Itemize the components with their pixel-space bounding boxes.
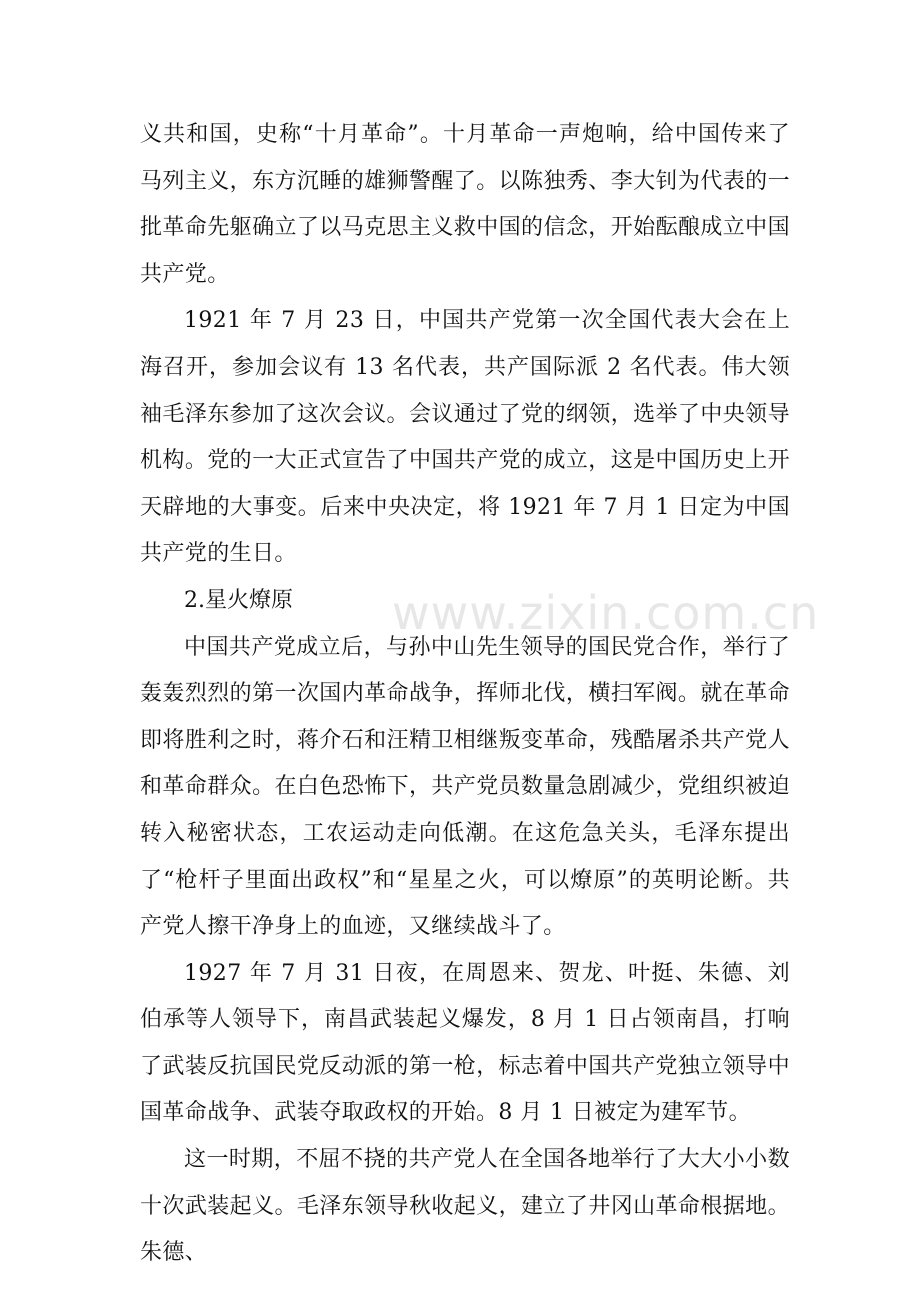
paragraph-october-revolution: 义共和国，史称“十月革命”。十月革命一声炮响，给中国传来了马列主义，东方沉睡的雄狮警醒了。以陈独秀、李大钊为代表的一批革命先躯确立了以马克思主义救中国的信念，开始酝酿成立中国共产党。 bbox=[140, 122, 790, 287]
paragraph-first-civil-war: 中国共产党成立后，与孙中山先生领导的国民党合作，举行了轰轰烈烈的第一次国内革命战争，挥师北伐，横扫军阀。就在革命即将胜利之时，蒋介石和汪精卫相继叛变革命，残酷屠杀共产党人和革命群众。在白色恐怖下，共产党员数量急剧减少，党组织被迫转入秘密状态，工农运动走向低潮。在这危急关头，毛泽东提出了“枪杆子里面出政权”和“星星之火，可以燎原”的英明论断。共产党人擦干净身上的血迹，又继续战斗了。 bbox=[140, 634, 790, 940]
paragraph-first-congress: 1921 年 7 月 23 日，中国共产党第一次全国代表大会在上海召开，参加会议有 13 名代表，共产国际派 2 名代表。伟大领袖毛泽东参加了这次会议。会议通过了党的纲领，选举了中央领导机构。党的一大正式宣告了中国共产党的成立，这是中国历史上开天辟地的大事变。后来中央决定，将 1921 年 7 月 1 日定为中国共产党的生日。 bbox=[140, 308, 790, 567]
document-page bbox=[140, 112, 790, 1277]
paragraph-armed-uprisings: 这一时期，不屈不挠的共产党人在全国各地举行了大大小小数十次武装起义。毛泽东领导秋收起义，建立了井冈山革命根据地。朱德、 bbox=[140, 1147, 790, 1266]
paragraph-nanchang-uprising: 1927 年 7 月 31 日夜，在周恩来、贺龙、叶挺、朱德、刘伯承等人领导下，南昌武装起义爆发，8 月 1 日占领南昌，打响了武装反抗国民党反动派的第一枪，标志着中国共产党独立领导中国革命战争、武装夺取政权的开始。8 月 1 日被定为建军节。 bbox=[140, 960, 790, 1126]
section-heading-spark: 2.星火燎原 bbox=[184, 587, 293, 613]
watermark-text: www.zixin.com.cn bbox=[392, 586, 820, 640]
